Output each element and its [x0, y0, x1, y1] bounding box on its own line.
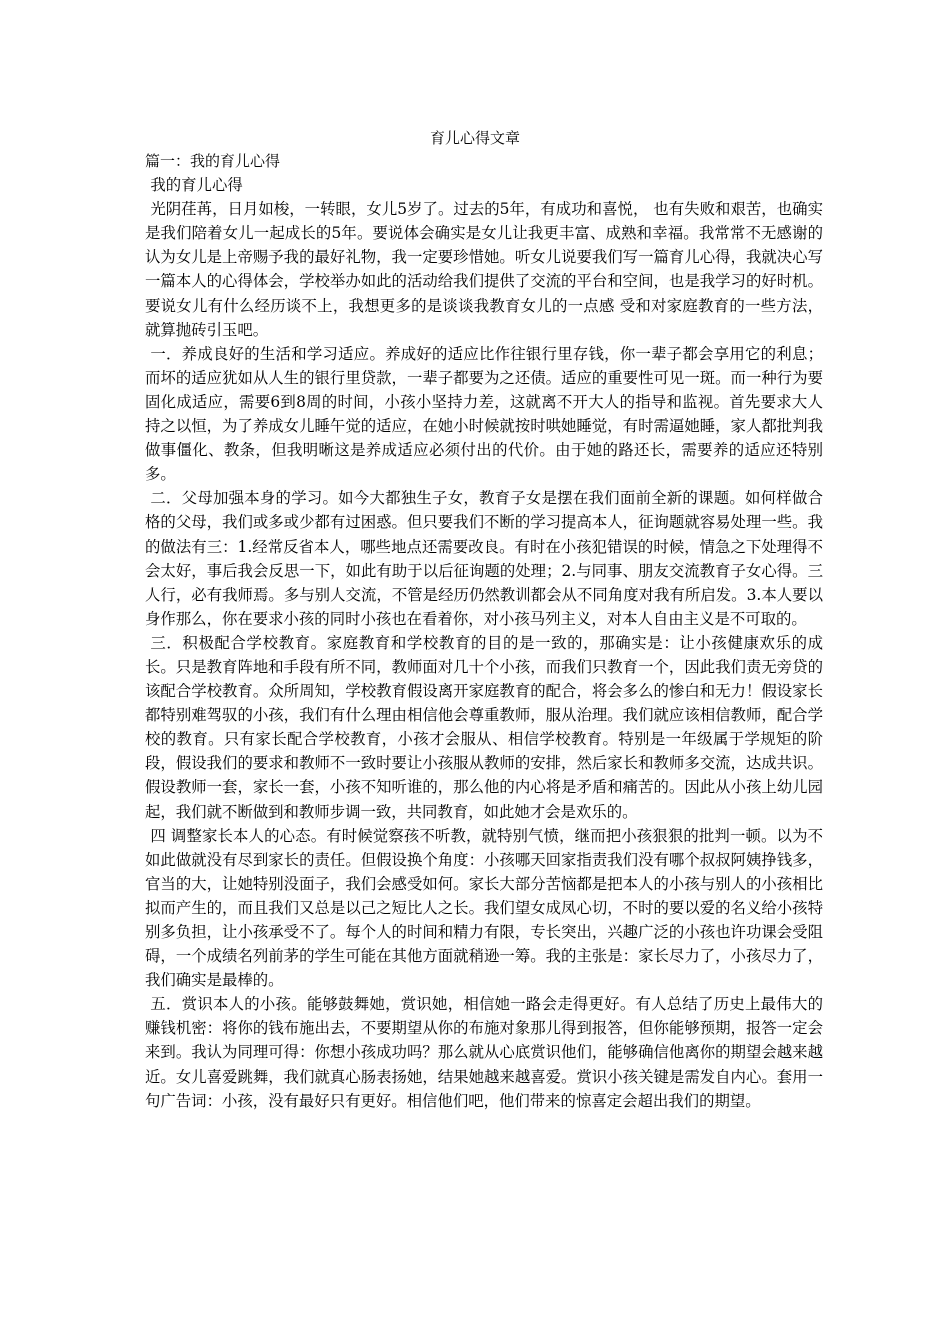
paragraph-section-4: 四 调整家长本人的心态。有时候觉察孩不听教，就特别气愤，继而把小孩狠狠的批判一顿。以为不如此做就没有尽到家长的责任。但假设换个角度：小孩哪天回家指责我们没有哪个叔叔阿姨挣钱多，官当的大，让她特别没面子，我们会感受如何。家长大部分苦恼都是把本人的小孩与别人的小孩相比拟而产生的，而且我们又总是以己之短比人之长。我们望女成凤心切，不时的要以爱的名义给小孩特别多负担，让小孩承受不了。每个人的时间和精力有限，专长突出，兴趣广泛的小孩也许功课会受阻碍，一个成绩名列前茅的学生可能在其他方面就稍逊一筹。我的主张是：家长尽力了，小孩尽力了，我们确实是最棒的。: [145, 826, 823, 990]
paragraph-section-1: 一．养成良好的生活和学习适应。养成好的适应比作往银行里存钱，你一辈子都会享用它的利息；而坏的适应犹如从人生的银行里贷款，一辈子都要为之还债。适应的重要性可见一斑。而一种行为要固化成适应，需要6到8周的时间，小孩小坚持力差，这就离不开大人的指导和监视。首先要求大人持之以恒，为了养成女儿睡午觉的适应，在她小时候就按时哄她睡觉，有时需逼她睡，家人都批判我做事僵化、教条，但我明晰这是养成适应必须付出的代价。由于她的路还长，需要养的适应还特别多。: [145, 344, 823, 484]
paragraph-section-3: 三．积极配合学校教育。家庭教育和学校教育的目的是一致的，那确实是：让小孩健康欢乐的成长。只是教育阵地和手段有所不同，教师面对几十个小孩，而我们只教育一个，因此我们责无旁贷的该配合学校教育。众所周知，学校教育假设离开家庭教育的配合，将会多么的惨白和无力！假设家长都特别难驾驭的小孩，我们有什么理由相信他会尊重教师，服从治理。我们就应该相信教师，配合学校的教育。只有家长配合学校教育，小孩才会服从、相信学校教育。特别是一年级属于学规矩的阶段，假设我们的要求和教师不一致时要让小孩服从教师的安排，然后家长和教师多交流，达成共识。假设教师一套，家长一套，小孩不知听谁的，那么他的内心将是矛盾和痛苦的。因此从小孩上幼儿园起，我们就不断做到和教师步调一致，共同教育，如此她才会是欢乐的。: [145, 633, 823, 821]
document-title: 育儿心得文章: [429, 129, 520, 147]
document-body: [145, 149, 823, 1113]
part-heading: 篇一：我的育儿心得: [145, 152, 281, 170]
paragraph-intro: 光阴荏苒，日月如梭，一转眼，女儿5岁了。过去的5年，有成功和喜悦， 也有失败和艰苦，也确实是我们陪着女儿一起成长的5年。要说体会确实是女儿让我更丰富、成熟和幸福。我常常不无感谢的认为女儿是上帝赐予我的最好礼物，我一定要珍惜她。听女儿说要我们写一篇育儿心得，我就决心写一篇本人的心得体会，学校举办如此的活动给我们提供了交流的平台和空间，也是我学习的好时机。要说女儿有什么经历谈不上，我想更多的是谈谈我教育女儿的一点感 受和对家庭教育的一些方法，就算抛砖引玉吧。: [145, 200, 823, 339]
sub-heading: 我的育儿心得: [150, 176, 243, 195]
paragraph-section-2: 二．父母加强本身的学习。如今大都独生子女，教育子女是摆在我们面前全新的课题。如何样做合格的父母，我们或多或少都有过困惑。但只要我们不断的学习提高本人，征询题就容易处理一些。我的做法有三：1.经常反省本人，哪些地点还需要改良。有时在小孩犯错误的时候，情急之下处理得不会太好，事后我会反思一下，如此有助于以后征询题的处理；2.与同事、朋友交流教育子女心得。三人行，必有我师焉。多与别人交流，不管是经历仍然教训都会从不同角度对我有所启发。3.本人要以身作那么，你在要求小孩的同时小孩也在看着你，对小孩马列主义，对本人自由主义是不可取的。: [145, 489, 823, 628]
paragraph-section-5: 五．赏识本人的小孩。能够鼓舞她，赏识她，相信她一路会走得更好。有人总结了历史上最伟大的赚钱机密：将你的钱布施出去，不要期望从你的布施对象那儿得到报答，但你能够预期，报答一定会来到。我认为同理可得：你想小孩成功吗？那么就从心底赏识他们，能够确信他离你的期望会越来越近。女儿喜爱跳舞，我们就真心肠表扬她，结果她越来越喜爱。赏识小孩关键是需发自内心。套用一句广告词：小孩，没有最好只有更好。相信他们吧，他们带来的惊喜定会超出我们的期望。: [145, 995, 823, 1110]
